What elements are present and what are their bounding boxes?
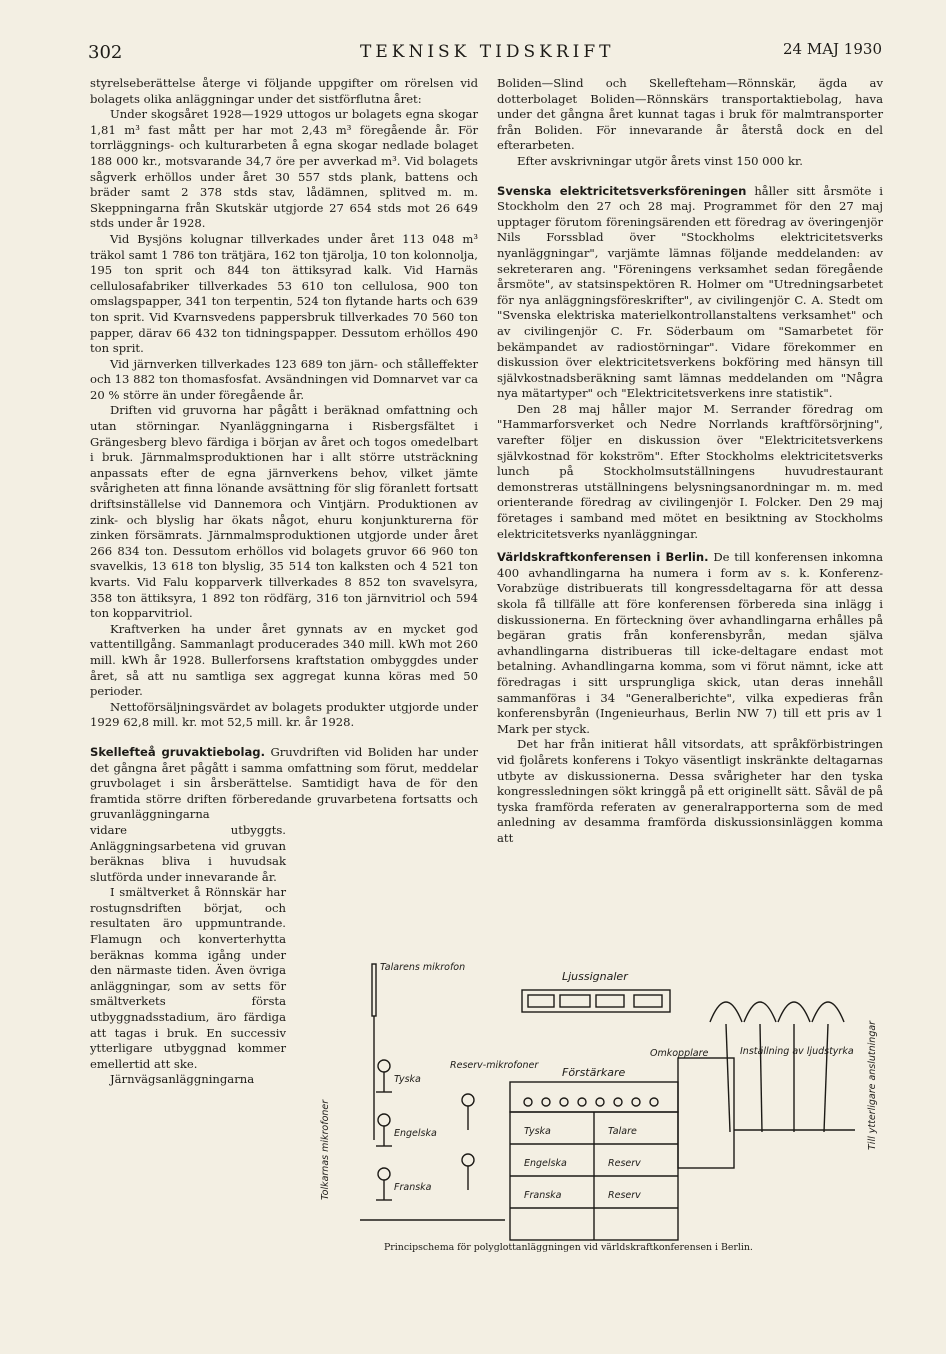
section-skelleftea [90, 745, 478, 823]
board-label-franska: Franska [524, 1190, 562, 1201]
amplifier-box [510, 1082, 678, 1112]
headphone-icon [744, 1002, 776, 1132]
speaker-microphone-icon [372, 964, 376, 1016]
section-heading: Världskraftkonferensen i Berlin. [497, 550, 709, 565]
paragraph: Boliden—Slind och Skellefteham—Rönnskär, ägda av dotterbolaget Boliden—Rönnskärs transportaktiebolag, hava under det gångna året kunnat tagas i bruk för malmtransporter från Boliden. För innevarande år återstå dock en del efterarbeten. [497, 76, 883, 153]
label-tyska: Tyska [394, 1074, 421, 1085]
polyglot-diagram [310, 950, 890, 1250]
board-label-reserv: Reserv [608, 1158, 641, 1169]
paragraph: Vid Bysjöns kolugnar tillverkades under året 113 048 m³ träkol samt 1 786 ton trätjära, 162 ton tjärolja, 10 ton kolonnolja, 195 ton sprit och 844 ton ättiksyrad kalk. Vid Harnäs cellulosafabriker tillverkades 53 610 ton cellulosa, 900 ton omslagspapper, 341 ton terpentin, 524 ton flytande harts och 639 ton sprit. Vid Kvarnsvedens pappersbruk tillverkades 70 560 ton papper, därav 66 432 ton tidningspapper. Dessutom erhöllos 490 ton sprit. [90, 231, 478, 356]
label-tolkarnas-mikrofoner: Tolkarnas mikrofoner [320, 1099, 331, 1200]
paragraph: Kraftverken ha under året gynnats av en mycket god vattentillgång. Sammanlagt producerades 340 mill. kWh mot 260 mill. kWh år 1928. Bullerforsens kraftstation ombyggdes under året, så att nu samtliga sex aggregat kunna köras med 50 perioder. [90, 621, 478, 699]
label-till-ytterligare: Till ytterligare anslutningar [867, 1020, 878, 1150]
narrow-text-block [90, 823, 286, 1088]
section-text: De till konferensen inkomna 400 avhandlingarna ha numera i form av s. k. Konferenz-Vorabzüge distribuerats till kongressdeltagarna för att dessa skola få tillfälle att före konferensen förbereda sina inlägg i diskussionerna. En förteckning över avhandlingarna erhålles på begäran gratis från konferensbyrån, medan själva avhandlingarna distribueras till icke-deltagare endast mot betalning. Avhandlingarna komma, som vi förut nämnt, icke att föredragas i sitt ursprungliga skick, utan deras innehåll sammanföras i 34 "Generalberichte", vilka expedieras från konferensbyrån (Ingenieurhaus, Berlin NW 7) till ett pris av 1 Mark per styck. [497, 550, 884, 736]
paragraph: Vid järnverken tillverkades 123 689 ton järn- och stålleffekter och 13 882 ton thomasfosfat. Avsändningen vid Domnarvet var ca 20 % större än under föregående år. [90, 356, 478, 402]
paragraph: Järnvägsanläggningarna [110, 1072, 255, 1087]
interpreter-microphone-icon [376, 1060, 392, 1092]
switch-box [678, 1058, 734, 1168]
headphone-icon [812, 1002, 844, 1132]
paragraph: Efter avskrivningar utgör årets vinst 150 000 kr. [517, 153, 803, 168]
board-label-reserv-2: Reserv [608, 1190, 641, 1201]
label-installning: Inställning av ljudstyrka [740, 1046, 854, 1057]
label-omkopplare: Omkopplare [650, 1048, 709, 1059]
section-text: håller sitt årsmöte i Stockholm den 27 och 28 maj. Programmet för den 27 maj upptager förutom föreningsärenden ett föredrag av överingenjör Nils Forssblad över "Stockholms elektricitetsverks nyanläggningar", varjämte lämnas följande meddelanden: av sekreteraren ang. "Föreningens verksamhet sedan föregående årsmöte", av statsinspektören R. Holmer om "Utredningsarbetet för nya anläggningsföreskrifter", av civilingenjör C. A. Stedt om "Svenska elektriska materielkontrollanstaltens verksamhet" och av civilingenjör C. Fr. Söderbaum om "Samarbetet för bekämpandet av radiostörningar". Vidare förekommer en diskussion över elektricitetsverkens bokföring med hänsyn till självkostnadsberäkning samt lämnas meddelanden om "Några nya mätartyper" och "Elektricitetsverkens inre statistik". [497, 183, 883, 401]
interpreter-microphone-icon [376, 1114, 392, 1146]
reserve-microphone-icon [462, 1094, 474, 1130]
issue-date: 24 MAJ 1930 [782, 40, 882, 58]
section-text: Gruvdriften vid Boliden har under det gångna året pågått i samma omfattning som förut, meddelar gruvbolaget i sin årsberättelse. Samtidigt hava de för den framtida större driften förberedande gruvarbetena fortsatts och gruvanläggningarna [90, 744, 478, 822]
headphone-icon [778, 1002, 810, 1132]
page-number: 302 [88, 42, 123, 63]
label-reserv-mikrofoner: Reserv-mikrofoner [450, 1060, 539, 1071]
section-heading: Svenska elektricitetsverksföreningen [497, 183, 747, 198]
board-label-tyska: Tyska [524, 1126, 551, 1137]
section-heading: Skellefteå gruvaktiebolag. [90, 744, 265, 759]
paragraph: Under skogsåret 1928—1929 uttogos ur bolagets egna skogar 1,81 m³ fast mått per har mot 2,43 m³ föregående år. För torrläggnings- och kulturarbeten å egna skogar nedlade bolaget 188 000 kr., motsvarande 34,7 öre per avverkad m³. Vid bolagets sågverk erhöllos under året 30 557 stds plank, battens och bräder samt 2 378 stds stav, lådämnen, splitved m. m. Skeppningarna från Skutskär utgjorde 27 654 stds mot 26 649 stds under år 1928. [90, 107, 478, 231]
section-svenska [497, 184, 883, 402]
journal-title: TEKNISK TIDSKRIFT [360, 42, 615, 62]
label-ljussignaler: Ljussignaler [562, 970, 628, 983]
interpreter-microphone-icon [376, 1168, 392, 1200]
paragraph: Driften vid gruvorna har pågått i beräknad omfattning och utan störningar. Nyanläggningarna i Risbergsfältet i Grängesberg blevo färdiga i början av året och togos omedelbart i bruk. Järnmalmsproduktionen har i allt större utsträckning anpassats efter de egna järnverkens behov, vilket jämte svårigheten att finna lönande avsättning för slig föranlett fortsatt driftsinställelse vid Dannemora och Vintjärn. Produktionen av zink- och blyslig har ökats något, ehuru konjunkturerna för zinken försämrats. Järnmalmsproduktionen utgjorde under året 266 834 ton. Dessutom erhöllos vid bolagets gruvor 66 960 ton svavelkis, 13 618 ton blyslig, 35 514 ton kalksten och 4 521 ton kvarts. Vid Falu kopparverk tillverkades 8 852 ton svavelsyra, 358 ton ättiksyra, 1 892 ton rödfärg, 316 ton järnvitriol och 594 ton kopparvitriol. [90, 403, 478, 621]
paragraph: Det har från initierat håll vitsordats, att språkförbistringen vid fjolårets konferens i Tokyo väsentligt inskränkte deltagarnas utbyte av diskussionerna. Dessa svårigheter har den tyska kongressledningen sökt kringgå på ett originellt sätt. Såväl de på tyska framförda referaten av generalrapporterna som de med anledning av desamma framförda diskussionsinläggen komma att [497, 737, 883, 845]
paragraph: Den 28 maj håller major M. Serrander föredrag om "Hammarforsverket och Nedre Norrlands kraftförsörjning", varefter följer en diskussion över "Elektricitetsverkens självkostnad för kokström". Efter Stockholms elektricitetsverks lunch på Stockholmsutställningens huvudrestaurant demonstreras utställningens belysningsanordningar m. m. med orienterande föredrag av civilingenjör I. Folcker. Den 29 maj företages i samband med mötet en besiktning av Stockholms elektricitetsverks nyanläggningar. [497, 401, 883, 541]
section-berlin [497, 550, 883, 737]
label-forstarkare: Förstärkare [562, 1066, 626, 1079]
paragraph: styrelseberättelse återge vi följande uppgifter om rörelsen vid bolagets olika anläggningar under det sistförflutna året: [90, 76, 478, 106]
paragraph: I smältverket å Rönnskär har rostugnsdriften börjat, och resultaten äro uppmuntrande. Flamugn och konverterhytta beräknas komma igång under den närmaste tiden. Även övriga anläggningar, som av setts för smältverkets första utbyggnadsstadium, äro färdiga att tagas i bruk. En successiv ytterligare utbyggnad kommer emellertid att ske. [90, 885, 286, 1071]
right-column [497, 76, 883, 847]
label-engelska: Engelska [394, 1128, 437, 1139]
board-label-engelska: Engelska [524, 1158, 567, 1169]
paragraph: vidare utbyggts. Anläggningsarbetena vid gruvan beräknas bliva i huvudsak slutförda under innevarande år. [90, 822, 286, 884]
board-label-talare: Talare [608, 1126, 637, 1137]
paragraph: Nettoförsäljningsvärdet av bolagets produkter utgjorde under 1929 62,8 mill. kr. mot 52,5 mill. kr. år 1928. [90, 699, 478, 730]
label-talarens-mikrofon: Talarens mikrofon [380, 962, 466, 973]
reserve-microphone-icon [462, 1154, 474, 1190]
headphone-icon [710, 1002, 742, 1132]
left-column [90, 76, 478, 1088]
label-franska: Franska [394, 1182, 432, 1193]
figure-caption: Principschema för polyglottanläggningen vid världskraftkonferensen i Berlin. [384, 1242, 753, 1253]
